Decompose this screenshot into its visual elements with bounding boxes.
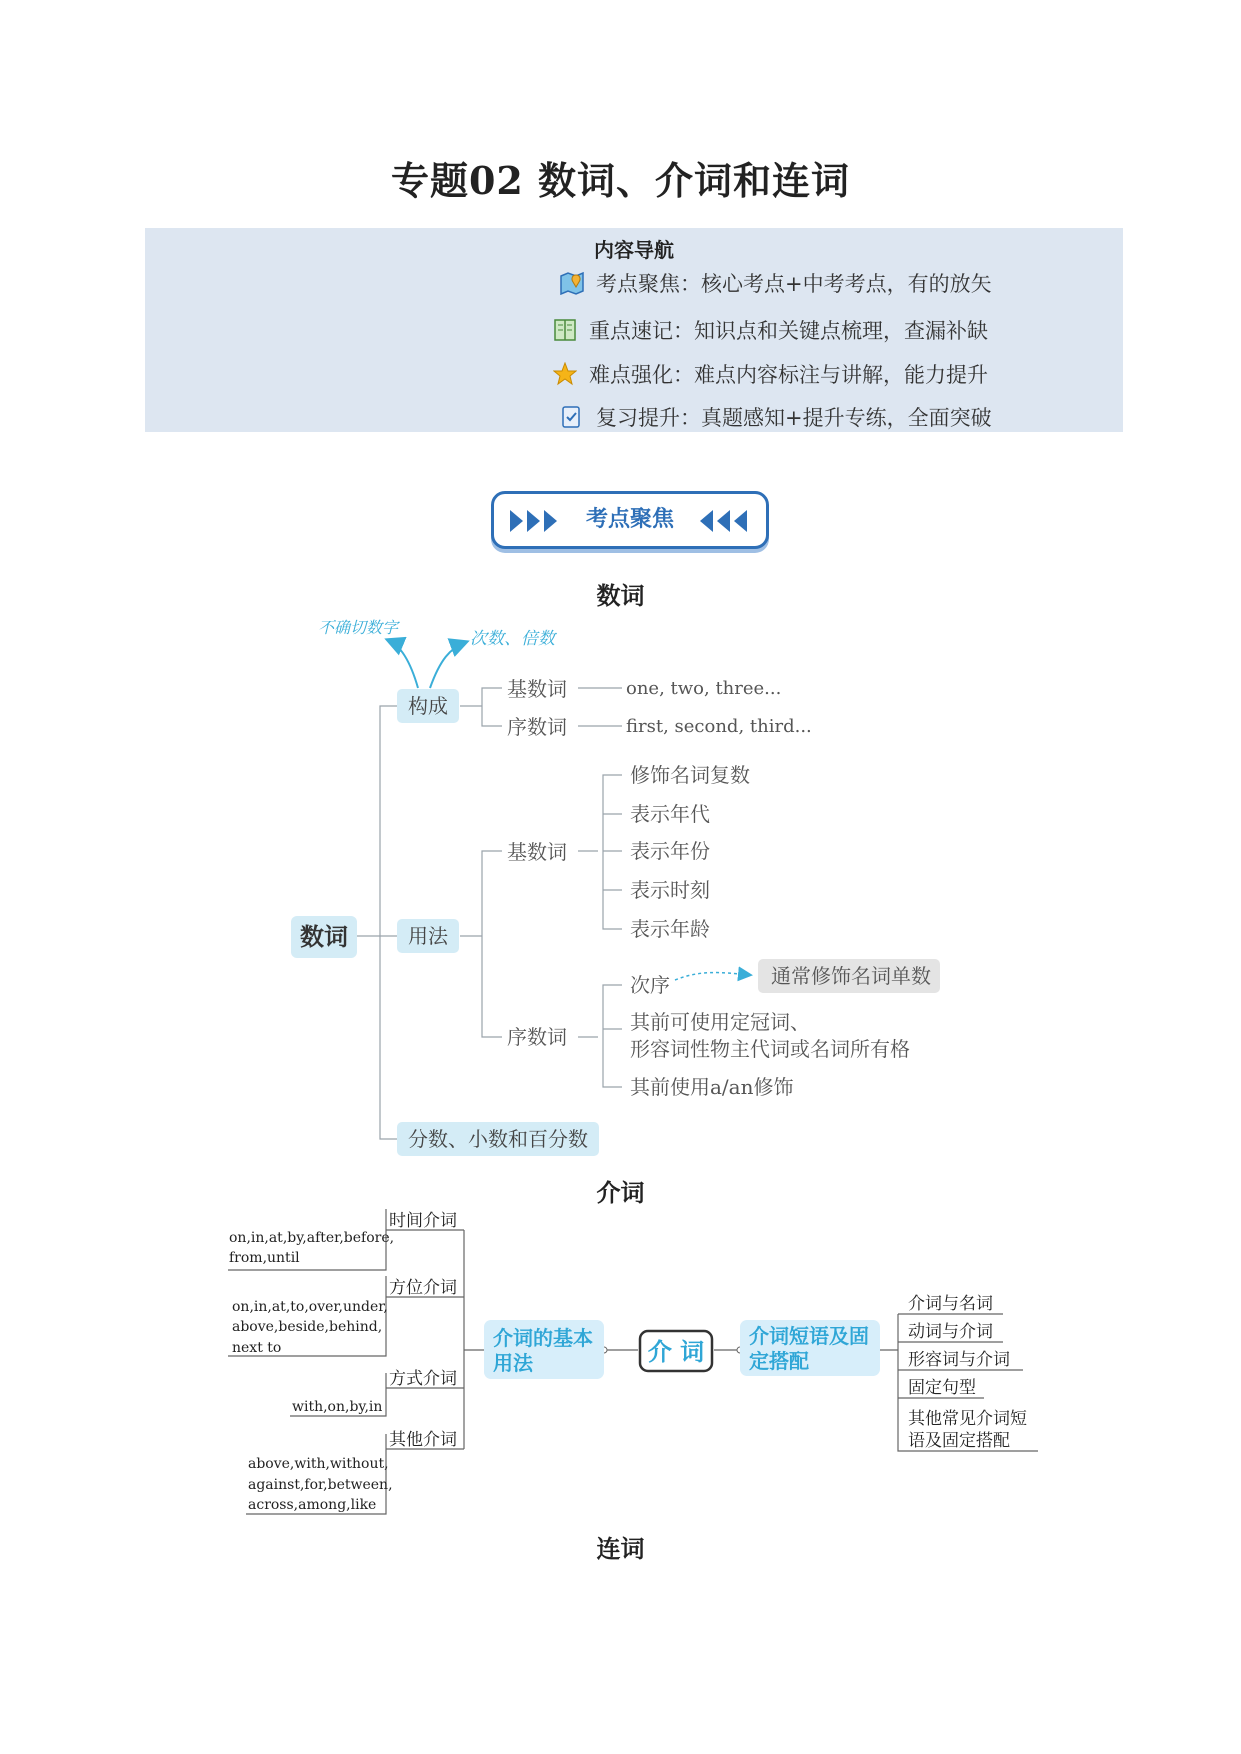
- numeral-mindmap: [0, 600, 1241, 1170]
- place-prep-examples: on,in,at,to,over,under,: [232, 1299, 388, 1315]
- manner-prep-examples: with,on,by,in: [292, 1399, 383, 1415]
- other-prep-examples: above,with,without,: [248, 1456, 389, 1472]
- ordinal-examples: first, second, third...: [626, 716, 812, 737]
- usage-ordinal-label: 序数词: [507, 1025, 567, 1049]
- other-prep-examples: against,for,between,: [248, 1477, 393, 1493]
- order-note-label: 通常修饰名词单数: [771, 964, 931, 988]
- nav-item-difficult: [553, 359, 988, 389]
- other-prep-examples: across,among,like: [248, 1497, 377, 1513]
- nav-item-focus: [560, 268, 992, 298]
- nav-item-label: 难点强化：难点内容标注与讲解，能力提升: [589, 363, 988, 387]
- cardinal-use-item: 表示年份: [630, 839, 710, 863]
- basic-usage-label: 介词的基本: [493, 1326, 593, 1350]
- preposition-center-label: 介 词: [647, 1337, 705, 1366]
- badge-label: 考点聚焦: [585, 507, 674, 532]
- cardinal-use-item: 表示时刻: [630, 878, 710, 902]
- cardinal-use-item: 表示年龄: [630, 917, 710, 941]
- page-title: 专题02 数词、介词和连词: [390, 158, 851, 203]
- right-item: 介词与名词: [908, 1294, 993, 1314]
- fractions-label: 分数、小数和百分数: [408, 1127, 588, 1151]
- fixed-phrases-label: 介词短语及固: [749, 1324, 869, 1348]
- right-item: 形容词与介词: [908, 1350, 1010, 1370]
- nav-heading: 内容导航: [594, 238, 674, 262]
- ordinal-use-order: 次序: [630, 973, 670, 997]
- nav-item-label: 考点聚焦：核心考点+中考考点，有的放矢: [596, 272, 992, 296]
- time-prep-label: 时间介词: [389, 1211, 457, 1231]
- nav-item-notes: [553, 315, 988, 345]
- arrows-left-icon: [700, 510, 750, 532]
- place-prep-examples: above,beside,behind,: [232, 1319, 383, 1335]
- book-icon: [553, 318, 577, 342]
- annotation-arrow-left: [388, 640, 418, 688]
- basic-usage-label: 用法: [493, 1351, 533, 1375]
- usage-label: 用法: [408, 924, 448, 948]
- annotation-arrow-right: [430, 642, 466, 688]
- checklist-icon: [560, 405, 584, 429]
- composition-label: 构成: [408, 694, 448, 718]
- section-title-conjunctions: 连词: [596, 1534, 645, 1563]
- cardinal-examples: one, two, three...: [626, 678, 782, 699]
- ordinal-use-item: 其前可使用定冠词、: [630, 1010, 810, 1034]
- place-prep-examples: next to: [232, 1340, 282, 1356]
- cardinal-use-item: 表示年代: [630, 802, 710, 826]
- section-badge: [491, 491, 769, 549]
- right-item: 语及固定搭配: [908, 1431, 1010, 1451]
- annotation-imprecise: 不确切数字: [318, 618, 399, 637]
- order-note-arrow: [675, 973, 750, 980]
- time-prep-examples: on,in,at,by,after,before,: [229, 1230, 395, 1246]
- other-prep-label: 其他介词: [389, 1430, 457, 1450]
- right-item: 其他常见介词短: [908, 1409, 1027, 1429]
- nav-item-label: 复习提升：真题感知+提升专练，全面突破: [596, 406, 992, 430]
- ordinal-label: 序数词: [507, 715, 567, 739]
- cardinal-label: 基数词: [507, 677, 567, 701]
- cardinal-use-item: 修饰名词复数: [630, 763, 750, 787]
- annotation-times: 次数、倍数: [470, 629, 555, 649]
- map-icon: [560, 271, 584, 295]
- section-title-prepositions: 介词: [596, 1178, 645, 1207]
- nav-item-label: 重点速记：知识点和关键点梳理，查漏补缺: [589, 319, 988, 343]
- fixed-phrases-label: 定搭配: [749, 1349, 809, 1373]
- usage-cardinal-label: 基数词: [507, 840, 567, 864]
- preposition-mindmap: [0, 1200, 1241, 1520]
- content-navigation: [145, 228, 1123, 432]
- nav-item-review: [560, 402, 992, 432]
- ordinal-use-item: 其前使用a/an修饰: [630, 1075, 794, 1099]
- place-prep-label: 方位介词: [389, 1278, 457, 1298]
- manner-prep-label: 方式介词: [389, 1369, 457, 1389]
- ordinal-use-item: 形容词性物主代词或名词所有格: [630, 1037, 910, 1061]
- right-item: 动词与介词: [908, 1322, 993, 1342]
- right-item: 固定句型: [908, 1378, 976, 1398]
- numeral-root-label: 数词: [300, 922, 348, 951]
- time-prep-examples: from,until: [229, 1250, 300, 1266]
- star-icon: [553, 362, 577, 386]
- section-title-numerals: 数词: [596, 581, 645, 610]
